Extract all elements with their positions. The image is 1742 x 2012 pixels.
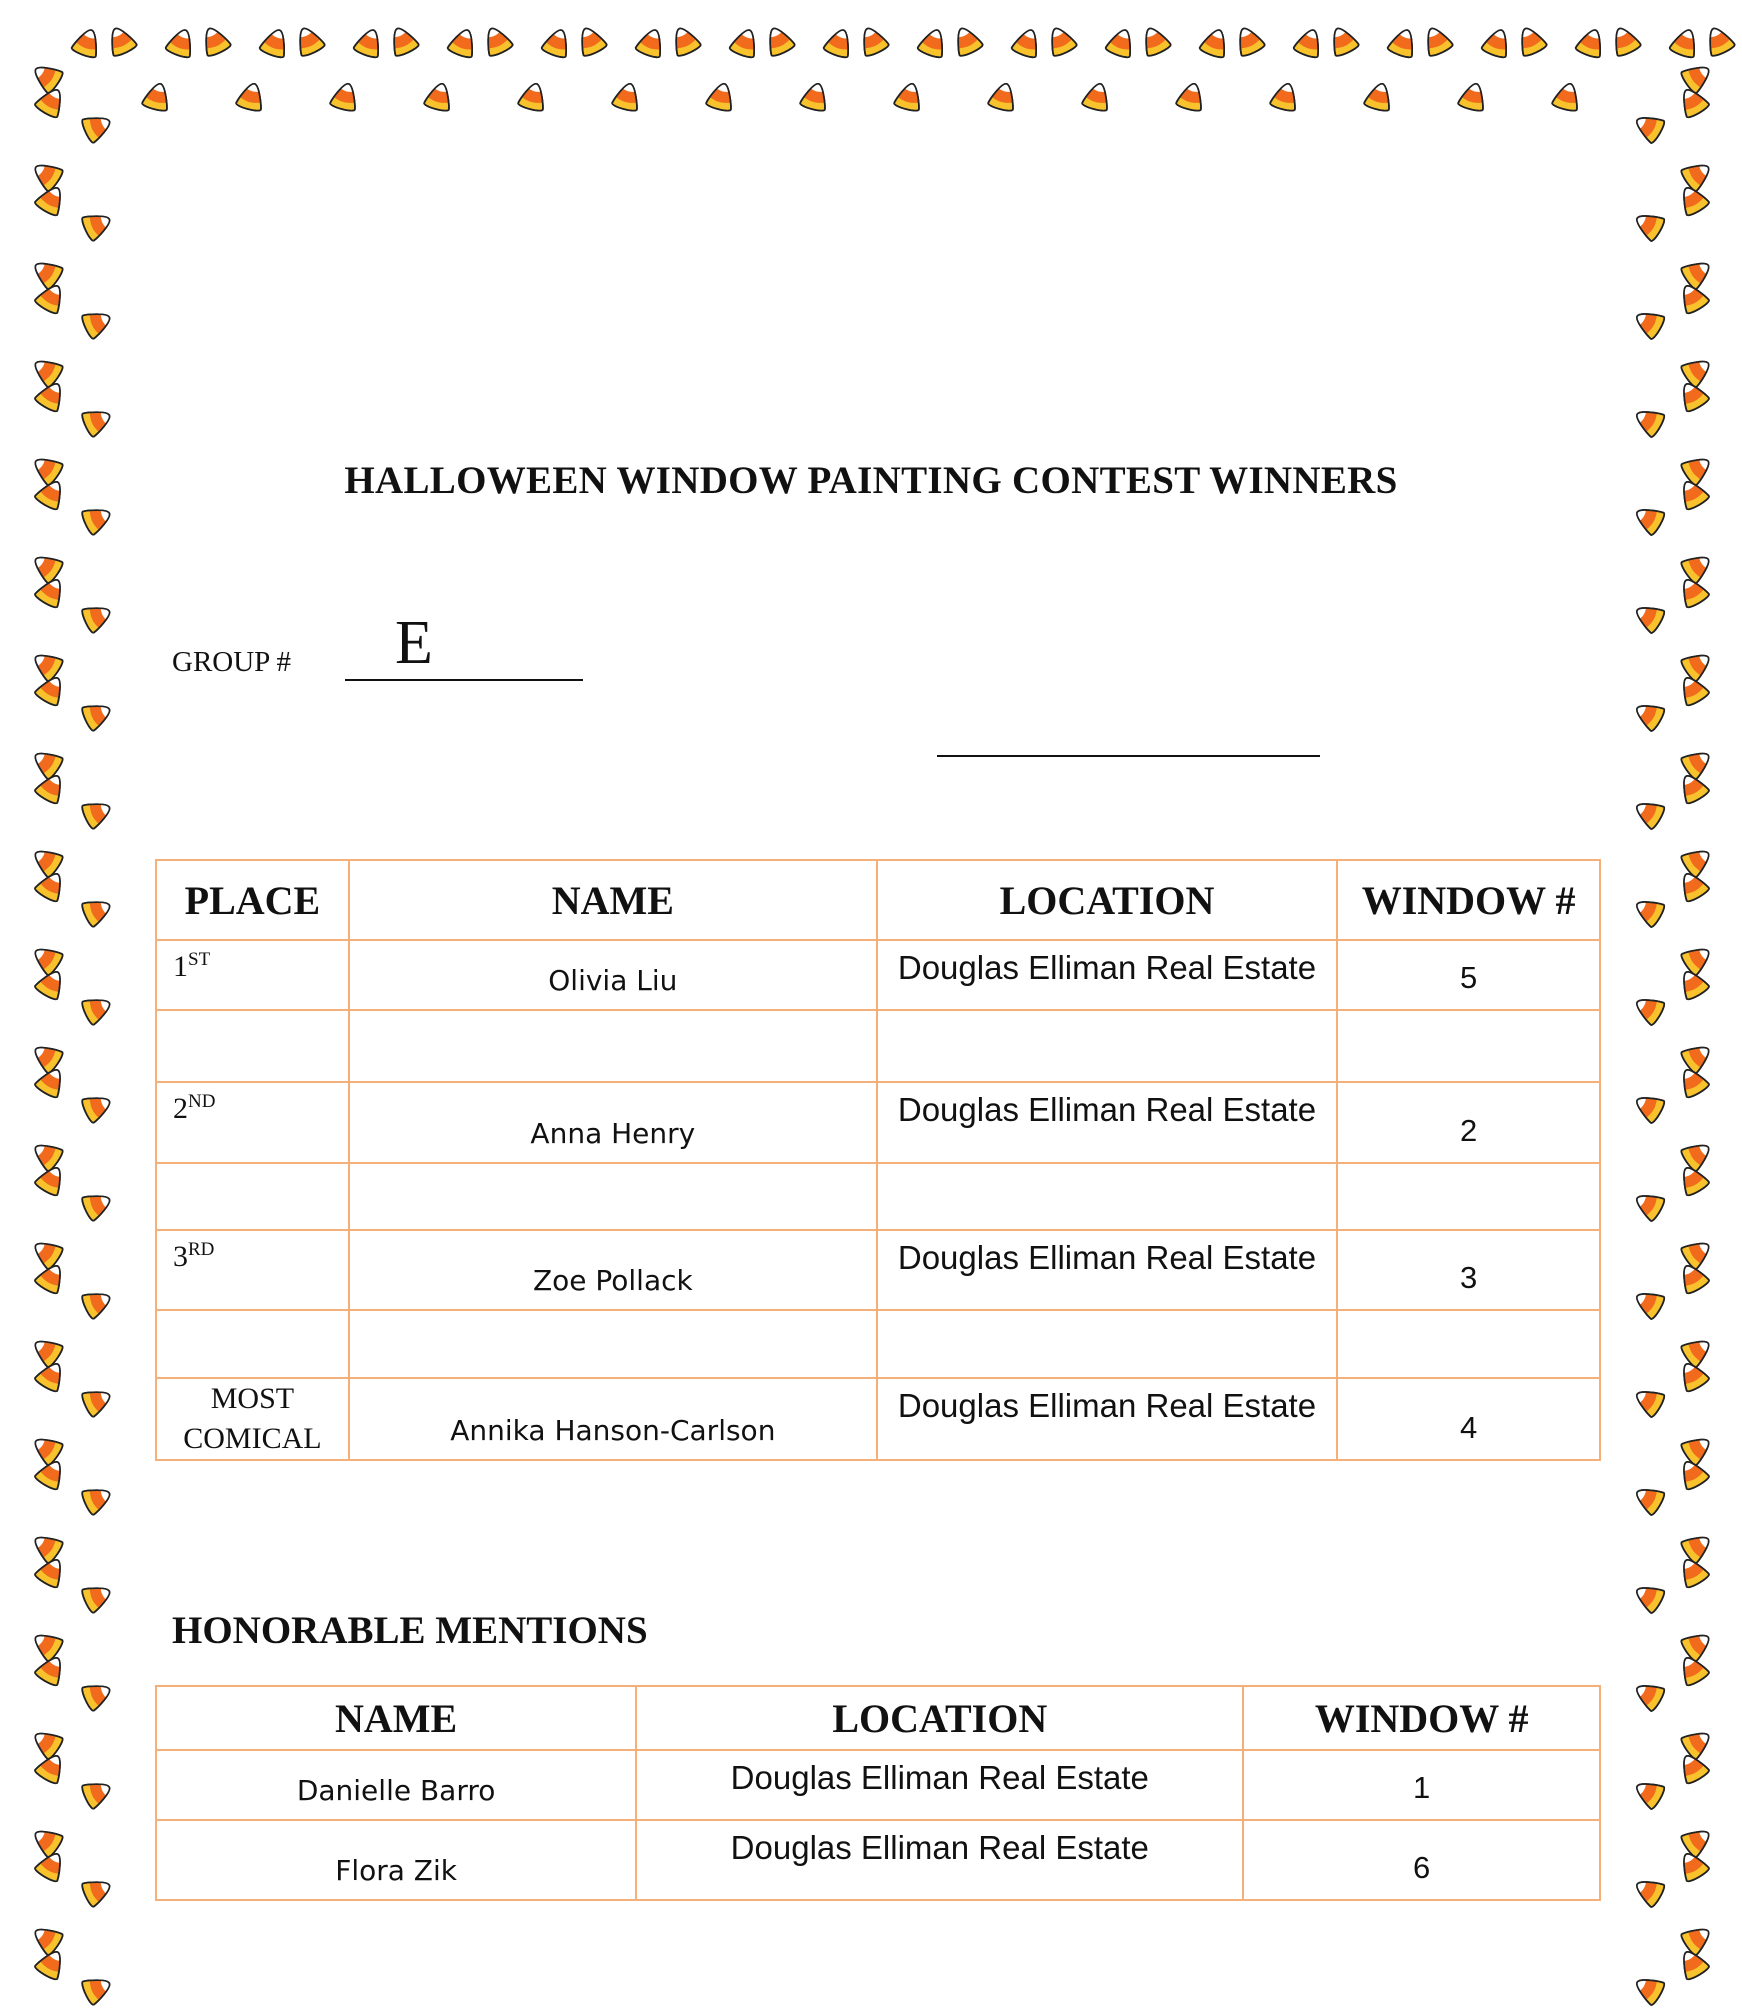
honorable-mentions-table bbox=[155, 1685, 1601, 1901]
candy-corn-icon bbox=[1005, 21, 1049, 65]
candy-corn-icon bbox=[1670, 1647, 1716, 1693]
spacer-row bbox=[156, 1010, 1600, 1082]
candy-corn-icon bbox=[474, 18, 519, 63]
candy-corn-icon bbox=[28, 765, 74, 811]
candy-corn-icon bbox=[1673, 53, 1720, 100]
mention-name: Flora Zik bbox=[156, 1820, 636, 1900]
place-cell bbox=[156, 940, 349, 1010]
winner-window: 2 bbox=[1337, 1082, 1600, 1163]
candy-corn-icon bbox=[23, 151, 70, 198]
candy-corn-icon bbox=[1663, 21, 1707, 65]
candy-corn-icon bbox=[1670, 1157, 1716, 1203]
candy-corn-icon bbox=[606, 76, 648, 118]
candy-corn-icon bbox=[1626, 1770, 1672, 1816]
candy-corn-icon bbox=[1626, 1476, 1672, 1522]
table-row bbox=[156, 1378, 1600, 1460]
place-suffix: ST bbox=[188, 949, 211, 970]
group-underline bbox=[345, 622, 583, 681]
candy-corn-icon bbox=[1475, 21, 1519, 65]
candy-corn-icon bbox=[1696, 18, 1741, 63]
candy-corn-icon bbox=[1673, 935, 1720, 982]
candy-corn-icon bbox=[756, 18, 801, 63]
candy-corn-icon bbox=[28, 1647, 74, 1693]
winner-name: Olivia Liu bbox=[349, 940, 877, 1010]
spacer-row bbox=[156, 1163, 1600, 1230]
candy-corn-icon bbox=[1670, 863, 1716, 909]
winners-table bbox=[155, 859, 1601, 1461]
candy-corn-icon bbox=[23, 1621, 70, 1668]
candy-corn-icon bbox=[723, 21, 767, 65]
candy-corn-icon bbox=[1673, 641, 1720, 688]
candy-corn-icon bbox=[1670, 373, 1716, 419]
candy-corn-icon bbox=[1670, 667, 1716, 713]
candy-corn-icon bbox=[944, 18, 989, 63]
candy-corn-icon bbox=[629, 21, 673, 65]
candy-corn-icon bbox=[1358, 76, 1400, 118]
candy-corn-icon bbox=[1673, 1817, 1720, 1864]
candy-corn-icon bbox=[982, 76, 1024, 118]
candy-corn-icon bbox=[1193, 21, 1237, 65]
candy-corn-icon bbox=[1626, 202, 1672, 248]
candy-corn-icon bbox=[1099, 21, 1143, 65]
candy-corn-icon bbox=[74, 692, 119, 737]
candy-corn-icon bbox=[1626, 1574, 1672, 1620]
place-line-1: MOST bbox=[210, 1382, 295, 1415]
winner-location: Douglas Elliman Real Estate bbox=[877, 1378, 1337, 1460]
candy-corn-icon bbox=[441, 21, 485, 65]
candy-corn-icon bbox=[512, 76, 554, 118]
candy-corn-icon bbox=[28, 275, 74, 321]
winner-location: Douglas Elliman Real Estate bbox=[877, 940, 1337, 1010]
candy-corn-icon bbox=[1626, 1280, 1672, 1326]
candy-corn-icon bbox=[74, 986, 119, 1031]
candy-corn-icon bbox=[1626, 1966, 1672, 2012]
candy-corn-icon bbox=[535, 21, 579, 65]
candy-corn-icon bbox=[28, 569, 74, 615]
candy-corn-icon bbox=[74, 1084, 119, 1129]
candy-corn-icon bbox=[23, 249, 70, 296]
mention-location: Douglas Elliman Real Estate bbox=[636, 1750, 1243, 1820]
honorable-mentions-title: HONORABLE MENTIONS bbox=[172, 1609, 648, 1652]
candy-corn-icon bbox=[23, 1229, 70, 1276]
candy-corn-icon bbox=[28, 1549, 74, 1595]
group-value: E bbox=[395, 609, 433, 677]
candy-corn-icon bbox=[1670, 1843, 1716, 1889]
candy-corn-icon bbox=[74, 1574, 119, 1619]
place-number: 3 bbox=[173, 1240, 188, 1273]
table-row bbox=[156, 1820, 1600, 1900]
mention-window: 1 bbox=[1243, 1750, 1600, 1820]
candy-corn-icon bbox=[1673, 1327, 1720, 1374]
candy-corn-icon bbox=[1673, 151, 1720, 198]
place-cell bbox=[156, 1082, 349, 1163]
candy-corn-icon bbox=[1038, 18, 1083, 63]
candy-corn-icon bbox=[28, 1451, 74, 1497]
candy-corn-icon bbox=[380, 18, 425, 63]
candy-corn-icon bbox=[28, 667, 74, 713]
header-window: WINDOW # bbox=[1243, 1686, 1600, 1750]
candy-corn-icon bbox=[28, 1157, 74, 1203]
mention-window: 6 bbox=[1243, 1820, 1600, 1900]
candy-corn-icon bbox=[1670, 765, 1716, 811]
candy-corn-icon bbox=[74, 790, 119, 835]
candy-corn-icon bbox=[1670, 1941, 1716, 1987]
candy-corn-icon bbox=[1626, 692, 1672, 738]
place-line-2: COMICAL bbox=[183, 1422, 322, 1455]
candy-corn-icon bbox=[74, 496, 119, 541]
candy-corn-icon bbox=[1670, 1549, 1716, 1595]
candy-corn-icon bbox=[1170, 76, 1212, 118]
candy-corn-icon bbox=[74, 888, 119, 933]
page-title: HALLOWEEN WINDOW PAINTING CONTEST WINNERS bbox=[344, 459, 1398, 502]
candy-corn-icon bbox=[23, 1425, 70, 1472]
candy-corn-icon bbox=[74, 398, 119, 443]
candy-corn-icon bbox=[74, 1280, 119, 1325]
header-name: NAME bbox=[349, 860, 877, 940]
candy-corn-icon bbox=[192, 18, 237, 63]
candy-corn-icon bbox=[1076, 76, 1118, 118]
candy-corn-icon bbox=[74, 1868, 119, 1913]
winner-window: 5 bbox=[1337, 940, 1600, 1010]
candy-corn-icon bbox=[817, 21, 861, 65]
candy-corn-icon bbox=[28, 373, 74, 419]
candy-corn-icon bbox=[23, 837, 70, 884]
candy-corn-icon bbox=[28, 1843, 74, 1889]
candy-corn-icon bbox=[1670, 1255, 1716, 1301]
candy-corn-icon bbox=[1626, 300, 1672, 346]
candy-corn-icon bbox=[1673, 1425, 1720, 1472]
table-row bbox=[156, 1230, 1600, 1310]
candy-corn-icon bbox=[911, 21, 955, 65]
candy-corn-icon bbox=[1569, 21, 1613, 65]
candy-corn-icon bbox=[1673, 249, 1720, 296]
mention-name: Danielle Barro bbox=[156, 1750, 636, 1820]
candy-corn-icon bbox=[136, 76, 178, 118]
candy-corn-icon bbox=[1626, 1378, 1672, 1424]
candy-corn-icon bbox=[74, 1476, 119, 1521]
candy-corn-icon bbox=[1264, 76, 1306, 118]
winner-name: Zoe Pollack bbox=[349, 1230, 877, 1310]
candy-corn-icon bbox=[850, 18, 895, 63]
candy-corn-icon bbox=[1626, 1868, 1672, 1914]
candy-corn-icon bbox=[23, 1033, 70, 1080]
table-row bbox=[156, 1750, 1600, 1820]
candy-corn-icon bbox=[1626, 1182, 1672, 1228]
candy-corn-icon bbox=[74, 594, 119, 639]
candy-corn-icon bbox=[159, 21, 203, 65]
candy-corn-icon bbox=[888, 76, 930, 118]
candy-corn-icon bbox=[1673, 1915, 1720, 1962]
candy-corn-icon bbox=[74, 202, 119, 247]
place-suffix: ND bbox=[188, 1091, 216, 1112]
spacer-row bbox=[156, 1310, 1600, 1378]
header-name: NAME bbox=[156, 1686, 636, 1750]
winner-location: Douglas Elliman Real Estate bbox=[877, 1082, 1337, 1163]
candy-corn-icon bbox=[23, 543, 70, 590]
candy-corn-icon bbox=[74, 300, 119, 345]
candy-corn-icon bbox=[1626, 104, 1672, 150]
header-location: LOCATION bbox=[636, 1686, 1243, 1750]
candy-corn-icon bbox=[1508, 18, 1553, 63]
group-label: GROUP # bbox=[172, 646, 291, 678]
candy-corn-icon bbox=[74, 1378, 119, 1423]
header-place: PLACE bbox=[156, 860, 349, 940]
candy-corn-icon bbox=[794, 76, 836, 118]
candy-corn-icon bbox=[1626, 986, 1672, 1032]
table-header-row bbox=[156, 860, 1600, 940]
candy-corn-icon bbox=[700, 76, 742, 118]
place-cell bbox=[156, 1378, 349, 1460]
candy-corn-icon bbox=[1226, 18, 1271, 63]
candy-corn-icon bbox=[1452, 76, 1494, 118]
candy-corn-icon bbox=[1670, 79, 1716, 125]
candy-corn-icon bbox=[1626, 1084, 1672, 1130]
candy-corn-icon bbox=[28, 1255, 74, 1301]
candy-corn-icon bbox=[23, 1719, 70, 1766]
candy-corn-icon bbox=[23, 739, 70, 786]
candy-corn-icon bbox=[347, 21, 391, 65]
header-location: LOCATION bbox=[877, 860, 1337, 940]
candy-corn-icon bbox=[28, 1745, 74, 1791]
candy-corn-icon bbox=[1673, 1033, 1720, 1080]
candy-corn-icon bbox=[23, 347, 70, 394]
winner-name: Annika Hanson-Carlson bbox=[349, 1378, 877, 1460]
candy-corn-icon bbox=[418, 76, 460, 118]
table-header-row bbox=[156, 1686, 1600, 1750]
candy-corn-icon bbox=[28, 1941, 74, 1987]
candy-corn-icon bbox=[28, 863, 74, 909]
candy-corn-icon bbox=[23, 1131, 70, 1178]
candy-corn-icon bbox=[74, 1770, 119, 1815]
candy-corn-icon bbox=[1673, 1131, 1720, 1178]
candy-corn-icon bbox=[28, 1353, 74, 1399]
place-number: 1 bbox=[173, 950, 188, 983]
candy-corn-icon bbox=[1673, 1229, 1720, 1276]
candy-corn-icon bbox=[23, 53, 70, 100]
blank-signature-line bbox=[937, 755, 1320, 757]
candy-corn-icon bbox=[23, 1327, 70, 1374]
candy-corn-icon bbox=[74, 1672, 119, 1717]
candy-corn-icon bbox=[1670, 1745, 1716, 1791]
candy-corn-icon bbox=[23, 1523, 70, 1570]
table-row bbox=[156, 1082, 1600, 1163]
candy-corn-icon bbox=[1673, 1523, 1720, 1570]
candy-corn-icon bbox=[1673, 543, 1720, 590]
candy-corn-icon bbox=[1602, 18, 1647, 63]
candy-corn-icon bbox=[324, 76, 366, 118]
winner-location: Douglas Elliman Real Estate bbox=[877, 1230, 1337, 1310]
candy-corn-icon bbox=[1670, 1451, 1716, 1497]
candy-corn-icon bbox=[1626, 1672, 1672, 1718]
candy-corn-icon bbox=[1414, 18, 1459, 63]
candy-corn-icon bbox=[74, 1966, 119, 2011]
candy-corn-icon bbox=[28, 961, 74, 1007]
candy-corn-icon bbox=[1320, 18, 1365, 63]
candy-corn-icon bbox=[65, 21, 109, 65]
header-window: WINDOW # bbox=[1337, 860, 1600, 940]
candy-corn-icon bbox=[1670, 961, 1716, 1007]
candy-corn-icon bbox=[253, 21, 297, 65]
candy-corn-icon bbox=[1673, 1621, 1720, 1668]
candy-corn-icon bbox=[1670, 1353, 1716, 1399]
candy-corn-icon bbox=[28, 177, 74, 223]
mention-location: Douglas Elliman Real Estate bbox=[636, 1820, 1243, 1900]
candy-corn-icon bbox=[1626, 398, 1672, 444]
candy-corn-icon bbox=[662, 18, 707, 63]
winner-window: 4 bbox=[1337, 1378, 1600, 1460]
candy-corn-icon bbox=[28, 1059, 74, 1105]
place-cell bbox=[156, 1230, 349, 1310]
candy-corn-icon bbox=[1287, 21, 1331, 65]
candy-corn-icon bbox=[23, 1817, 70, 1864]
candy-corn-icon bbox=[1132, 18, 1177, 63]
winner-name: Anna Henry bbox=[349, 1082, 877, 1163]
place-number: 2 bbox=[173, 1092, 188, 1125]
candy-corn-icon bbox=[1626, 790, 1672, 836]
candy-corn-icon bbox=[1546, 76, 1588, 118]
candy-corn-icon bbox=[230, 76, 272, 118]
winner-window: 3 bbox=[1337, 1230, 1600, 1310]
candy-corn-icon bbox=[1670, 275, 1716, 321]
candy-corn-icon bbox=[1626, 888, 1672, 934]
candy-corn-icon bbox=[1670, 569, 1716, 615]
candy-corn-icon bbox=[286, 18, 331, 63]
candy-corn-icon bbox=[23, 1915, 70, 1962]
candy-corn-icon bbox=[74, 1182, 119, 1227]
candy-corn-icon bbox=[98, 18, 143, 63]
candy-corn-icon bbox=[23, 935, 70, 982]
candy-corn-icon bbox=[23, 641, 70, 688]
candy-corn-icon bbox=[1381, 21, 1425, 65]
candy-corn-icon bbox=[74, 104, 119, 149]
candy-corn-icon bbox=[1673, 739, 1720, 786]
candy-corn-icon bbox=[1673, 837, 1720, 884]
place-suffix: RD bbox=[188, 1239, 215, 1260]
candy-corn-icon bbox=[1673, 1719, 1720, 1766]
candy-corn-icon bbox=[28, 79, 74, 125]
candy-corn-icon bbox=[1670, 1059, 1716, 1105]
table-row bbox=[156, 940, 1600, 1010]
candy-corn-icon bbox=[1626, 594, 1672, 640]
candy-corn-icon bbox=[1673, 347, 1720, 394]
candy-corn-icon bbox=[568, 18, 613, 63]
candy-corn-icon bbox=[1670, 177, 1716, 223]
